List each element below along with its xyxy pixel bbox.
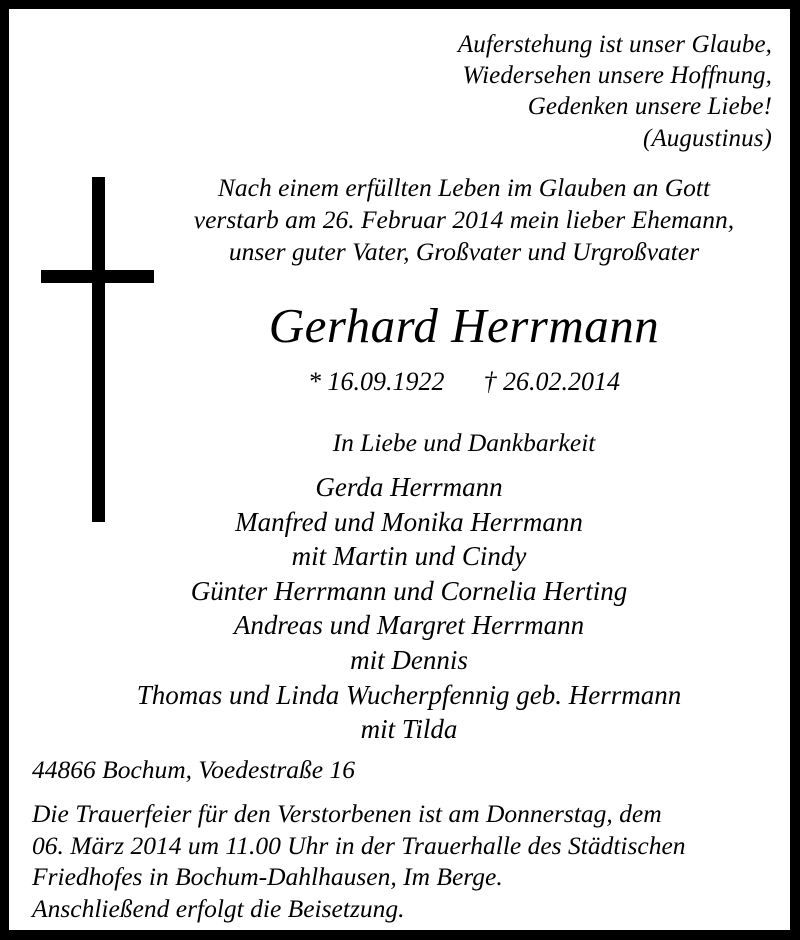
mourner-address: 44866 Bochum, Voedestraße 16 xyxy=(32,755,355,784)
epigraph-line-1: Auferstehung ist unser Glaube, xyxy=(457,31,772,58)
survivors-list xyxy=(29,470,789,747)
list-item: Gerda Herrmann xyxy=(315,472,503,502)
announcement-intro xyxy=(149,172,779,268)
list-item: Manfred und Monika Herrmann xyxy=(235,506,583,537)
death-date: 26.02.2014 xyxy=(503,367,620,396)
list-item: Günter Herrmann und Cornelia Herting xyxy=(190,575,628,606)
announcement-intro-line-3: unser guter Vater, Großvater und Urgroßvater xyxy=(228,237,700,266)
deceased-name: Gerhard Herrmann xyxy=(268,298,660,353)
birth-symbol-icon: * xyxy=(308,367,321,396)
funeral-details-line-4: Anschließend erfolgt die Beisetzung. xyxy=(32,893,405,923)
epigraph-quote xyxy=(252,29,772,154)
funeral-service-details xyxy=(32,798,777,924)
epigraph-line-2: Wiedersehen unsere Hoffnung, xyxy=(462,62,772,89)
obituary-notice-page xyxy=(9,9,790,930)
funeral-details-line-1: Die Trauerfeier für den Verstorbenen ist am Donnerstag, dem xyxy=(32,799,662,828)
epigraph-attribution: (Augustinus) xyxy=(643,125,772,152)
funeral-details-line-3: Friedhofes in Bochum-Dahlhausen, Im Berge. xyxy=(32,862,503,891)
dedication-line: In Liebe und Dankbarkeit xyxy=(332,428,596,457)
list-item: mit Tilda xyxy=(360,714,458,745)
list-item: Andreas und Margret Herrmann xyxy=(233,610,585,641)
list-item: Thomas und Linda Wucherpfennig geb. Herrmann xyxy=(136,679,682,710)
announcement-intro-line-1: Nach einem erfüllten Leben im Glauben an Gott xyxy=(217,173,711,202)
cross-horizontal-beam xyxy=(41,270,154,283)
epigraph-line-3: Gedenken unsere Liebe! xyxy=(527,93,772,120)
death-cross-icon: † xyxy=(483,367,497,396)
list-item: mit Martin und Cindy xyxy=(291,541,527,572)
birth-date: 16.09.1922 xyxy=(327,367,445,396)
funeral-details-line-2: 06. März 2014 um 11.00 Uhr in der Trauerhalle des Städtischen xyxy=(32,830,686,860)
announcement-intro-line-2: verstarb am 26. Februar 2014 mein lieber Ehemann, xyxy=(193,205,735,234)
list-item: mit Dennis xyxy=(350,644,468,675)
life-dates xyxy=(149,366,779,398)
